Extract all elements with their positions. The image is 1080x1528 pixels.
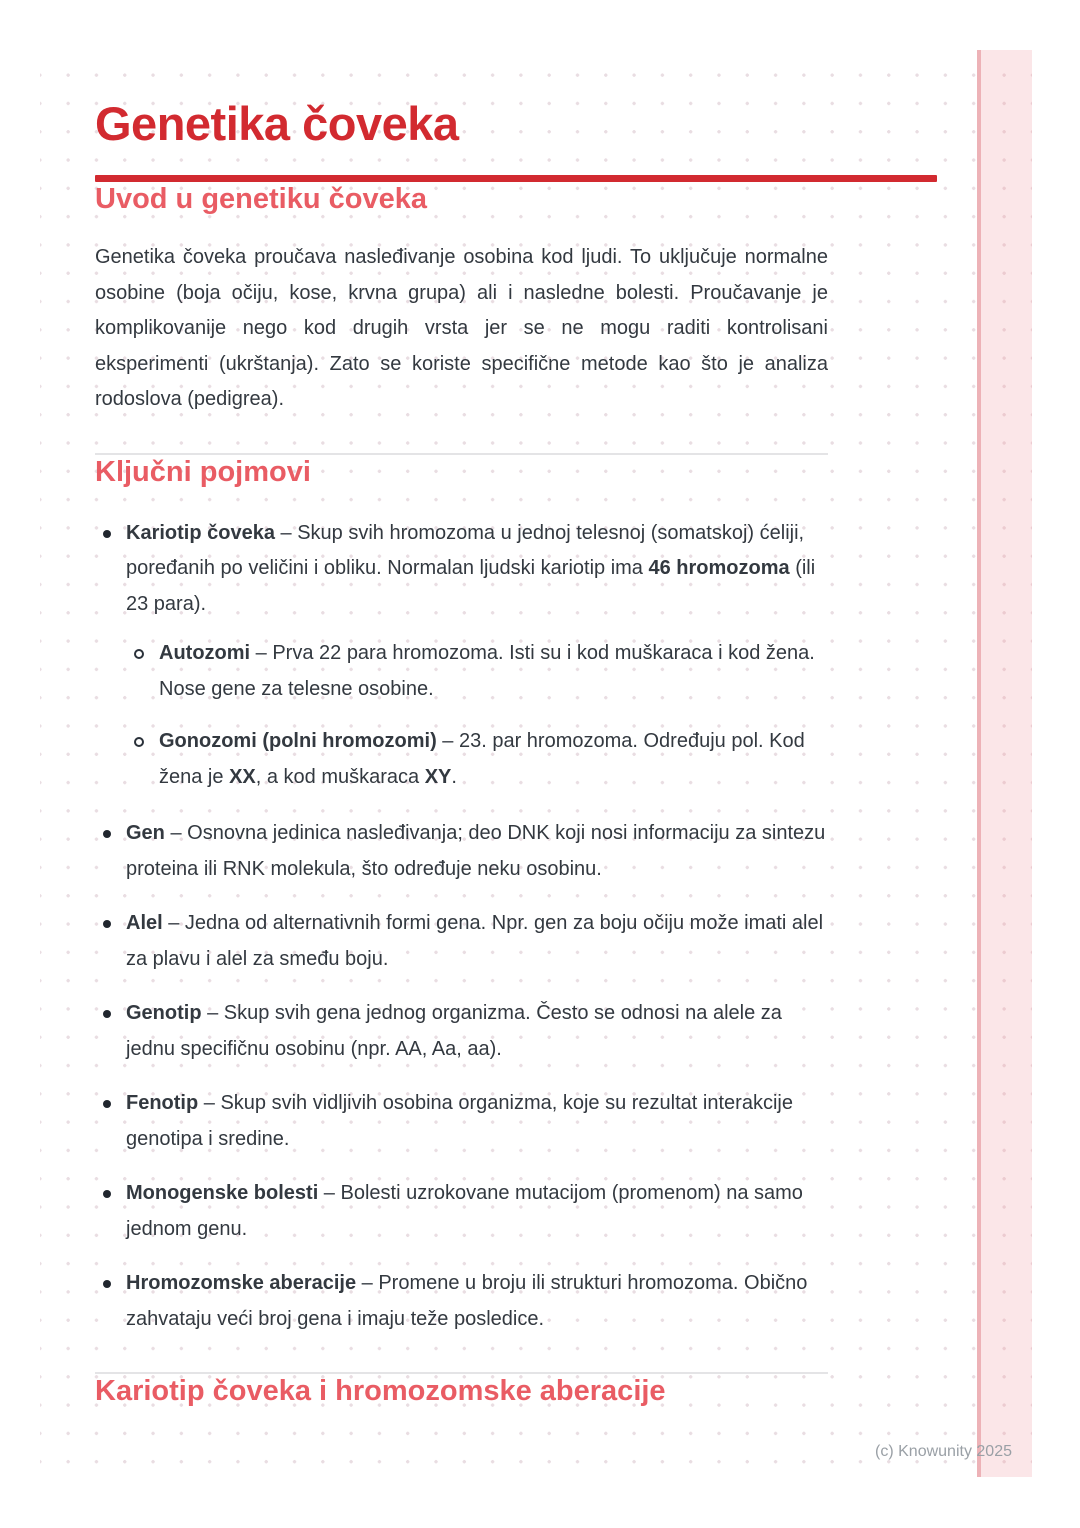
key-term-text: Kariotip čoveka – Skup svih hromozoma u jednoj telesnoj (somatskoj) ćeliji, poređanih po veličini i obliku. Normalan ljudski kariotip ima 46 hromozoma (ili 23 para).	[126, 521, 816, 615]
key-term-item	[97, 516, 828, 798]
bullet-icon	[103, 1100, 111, 1108]
key-term-item	[97, 996, 828, 1067]
key-term-text: Alel – Jedna od alternativnih formi gena. Npr. gen za boju očiju može imati alel za plavu i alel za smeđu boju.	[126, 912, 824, 970]
key-term-text: Gonozomi (polni hromozomi) – 23. par hromozoma. Određuju pol. Kod žena je XX, a kod muškaraca XY.	[159, 730, 805, 788]
key-term-text: Autozomi – Prva 22 para hromozoma. Isti su i kod muškaraca i kod žena. Nose gene za telesne osobine.	[159, 642, 815, 700]
key-terms-list	[95, 516, 828, 1338]
section-heading-kljucni-pojmovi: Ključni pojmovi	[95, 455, 311, 488]
key-term-item	[97, 906, 828, 977]
sub-bullet-icon	[134, 649, 144, 659]
key-term-text: Hromozomske aberacije – Promene u broju ili strukturi hromozoma. Obično zahvataju veći broj gena i imaju teže posledice.	[126, 1272, 808, 1330]
key-terms-sublist	[97, 636, 828, 797]
section-heading-kariotip: Kariotip čoveka i hromozomske aberacije	[95, 1375, 666, 1407]
decorative-right-stripe	[977, 50, 1032, 1477]
bullet-icon	[103, 530, 111, 538]
key-term-text: Fenotip – Skup svih vidljivih osobina organizma, koje su rezultat interakcije genotipa i sredine.	[126, 1092, 793, 1150]
bullet-icon	[103, 1190, 111, 1198]
key-term-subitem	[128, 636, 828, 707]
bullet-icon	[103, 1280, 111, 1288]
copyright-footer: (c) Knowunity 2025	[875, 1443, 1012, 1460]
bullet-icon	[103, 830, 111, 838]
intro-paragraph: Genetika čoveka proučava nasleđivanje osobina kod ljudi. To uključuje normalne osobine (boja očiju, kose, krvna grupa) ali i nasledne bolesti. Proučavanje je komplikovanije nego kod drugih vrsta jer se ne mogu raditi kontrolisani eksperimenti (ukrštanja). Zato se koriste specifične metode kao što je analiza rodoslova (pedigrea).	[95, 246, 828, 410]
key-term-text: Gen – Osnovna jedinica nasleđivanja; deo DNK koji nosi informaciju za sintezu proteina ili RNK molekula, što određuje neku osobinu.	[126, 822, 826, 880]
bullet-icon	[103, 1010, 111, 1018]
key-term-item	[97, 1086, 828, 1157]
sub-bullet-icon	[134, 737, 144, 747]
key-term-item	[97, 1266, 828, 1337]
title-underline-rule	[95, 175, 937, 182]
key-term-text: Monogenske bolesti – Bolesti uzrokovane mutacijom (promenom) na samo jednom genu.	[126, 1182, 803, 1240]
key-term-text: Genotip – Skup svih gena jednog organizma. Često se odnosi na alele za jednu specifičnu osobinu (npr. AA, Aa, aa).	[126, 1002, 782, 1060]
document-page	[40, 50, 1032, 1477]
section-heading-uvod: Uvod u genetiku čoveka	[95, 183, 427, 215]
key-term-item	[97, 1176, 828, 1247]
bullet-icon	[103, 920, 111, 928]
page-title: Genetika čoveka	[95, 97, 459, 150]
key-term-item	[97, 816, 828, 887]
document-content	[95, 50, 828, 1408]
key-term-subitem	[128, 724, 828, 795]
